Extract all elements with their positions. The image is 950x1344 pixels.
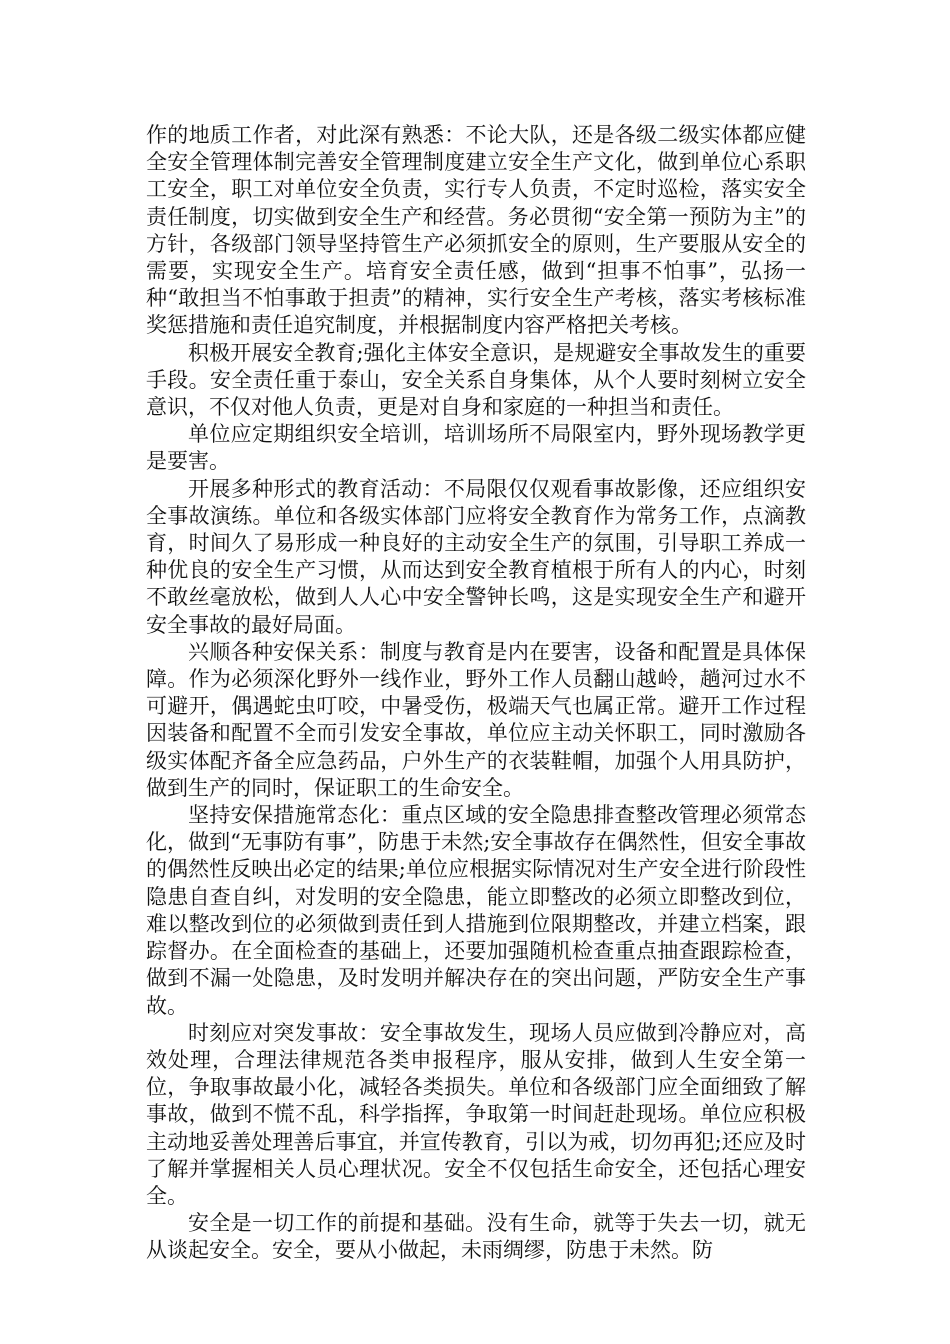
paragraph-continuation: 作的地质工作者，对此深有熟悉：不论大队，还是各级二级实体都应健全安全管理体制完善安全管理制度建立安全生产文化，做到单位心系职工安全，职工对单位安全负责，实行专人负责，不定时巡检，落实安全责任制度，切实做到安全生产和经营。务必贯彻“安全第一预防为主”的方针，各级部门领导坚持管生产必须抓安全的原则，生产要服从安全的需要，实现安全生产。培育安全责任感，做到“担事不怕事”，弘扬一种“敢担当不怕事敢于担责”的精神，实行安全生产考核，落实考核标准奖惩措施和责任追究制度，并根据制度内容严格把关考核。 [146,123,806,338]
paragraph-training: 单位应定期组织安全培训，培训场所不局限室内，野外现场教学更是要害。 [146,422,806,474]
paragraph-normalized-measures: 坚持安保措施常态化：重点区域的安全隐患排查整改管理必须常态化，做到“无事防有事”，防患于未然;安全事故存在偶然性，但安全事故的偶然性反映出必定的结果;单位应根据实际情况对生产安全进行阶段性隐患自查自纠，对发明的安全隐患，能立即整改的必须立即整改到位，难以整改到位的必须做到责任到人措施到位限期整改，并建立档案，跟踪督办。在全面检查的基础上，还要加强随机检查重点抽查跟踪检查，做到不漏一处隐患，及时发明并解决存在的突出问题，严防安全生产事故。 [146,803,806,1018]
paragraph-emergency-response: 时刻应对突发事故：安全事故发生，现场人员应做到冷静应对，高效处理，合理法律规范各类申报程序，服从安排，做到人生安全第一位，争取事故最小化，减轻各类损失。单位和各级部门应全面细致了解事故，做到不慌不乱，科学指挥，争取第一时间赶赴现场。单位应积极主动地妥善处理善后事宜，并宣传教育，引以为戒，切勿再犯;还应及时了解并掌握相关人员心理状况。安全不仅包括生命安全，还包括心理安全。 [146,1020,806,1208]
paragraph-safety-education: 积极开展安全教育;强化主体安全意识，是规避安全事故发生的重要手段。安全责任重于泰山，安全关系自身集体，从个人要时刻树立安全意识，不仅对他人负责，更是对自身和家庭的一种担当和责任。 [146,340,806,420]
paragraph-security-relations: 兴顺各种安保关系：制度与教育是内在要害，设备和配置是具体保障。作为必须深化野外一线作业，野外工作人员翻山越岭，趟河过水不可避开，偶遇蛇虫叮咬，中暑受伤，极端天气也属正常。避开工作过程因装备和配置不全而引发安全事故，单位应主动关怀职工，同时激励各级实体配齐备全应急药品，户外生产的衣装鞋帽，加强个人用具防护，做到生产的同时，保证职工的生命安全。 [146,639,806,800]
body-text [146,122,806,1265]
paragraph-education-activities: 开展多种形式的教育活动：不局限仅仅观看事故影像，还应组织安全事故演练。单位和各级实体部门应将安全教育作为常务工作，点滴教育，时间久了易形成一种良好的主动安全生产的氛围，引导职工养成一种优良的安全生产习惯，从而达到安全教育植根于所有人的内心，时刻不敢丝毫放松，做到人人心中安全警钟长鸣，这是实现安全生产和避开安全事故的最好局面。 [146,476,806,637]
paragraph-safety-foundation: 安全是一切工作的前提和基础。没有生命，就等于失去一切，就无从谈起安全。安全，要从小做起，未雨绸缪，防患于未然。防 [146,1211,806,1263]
